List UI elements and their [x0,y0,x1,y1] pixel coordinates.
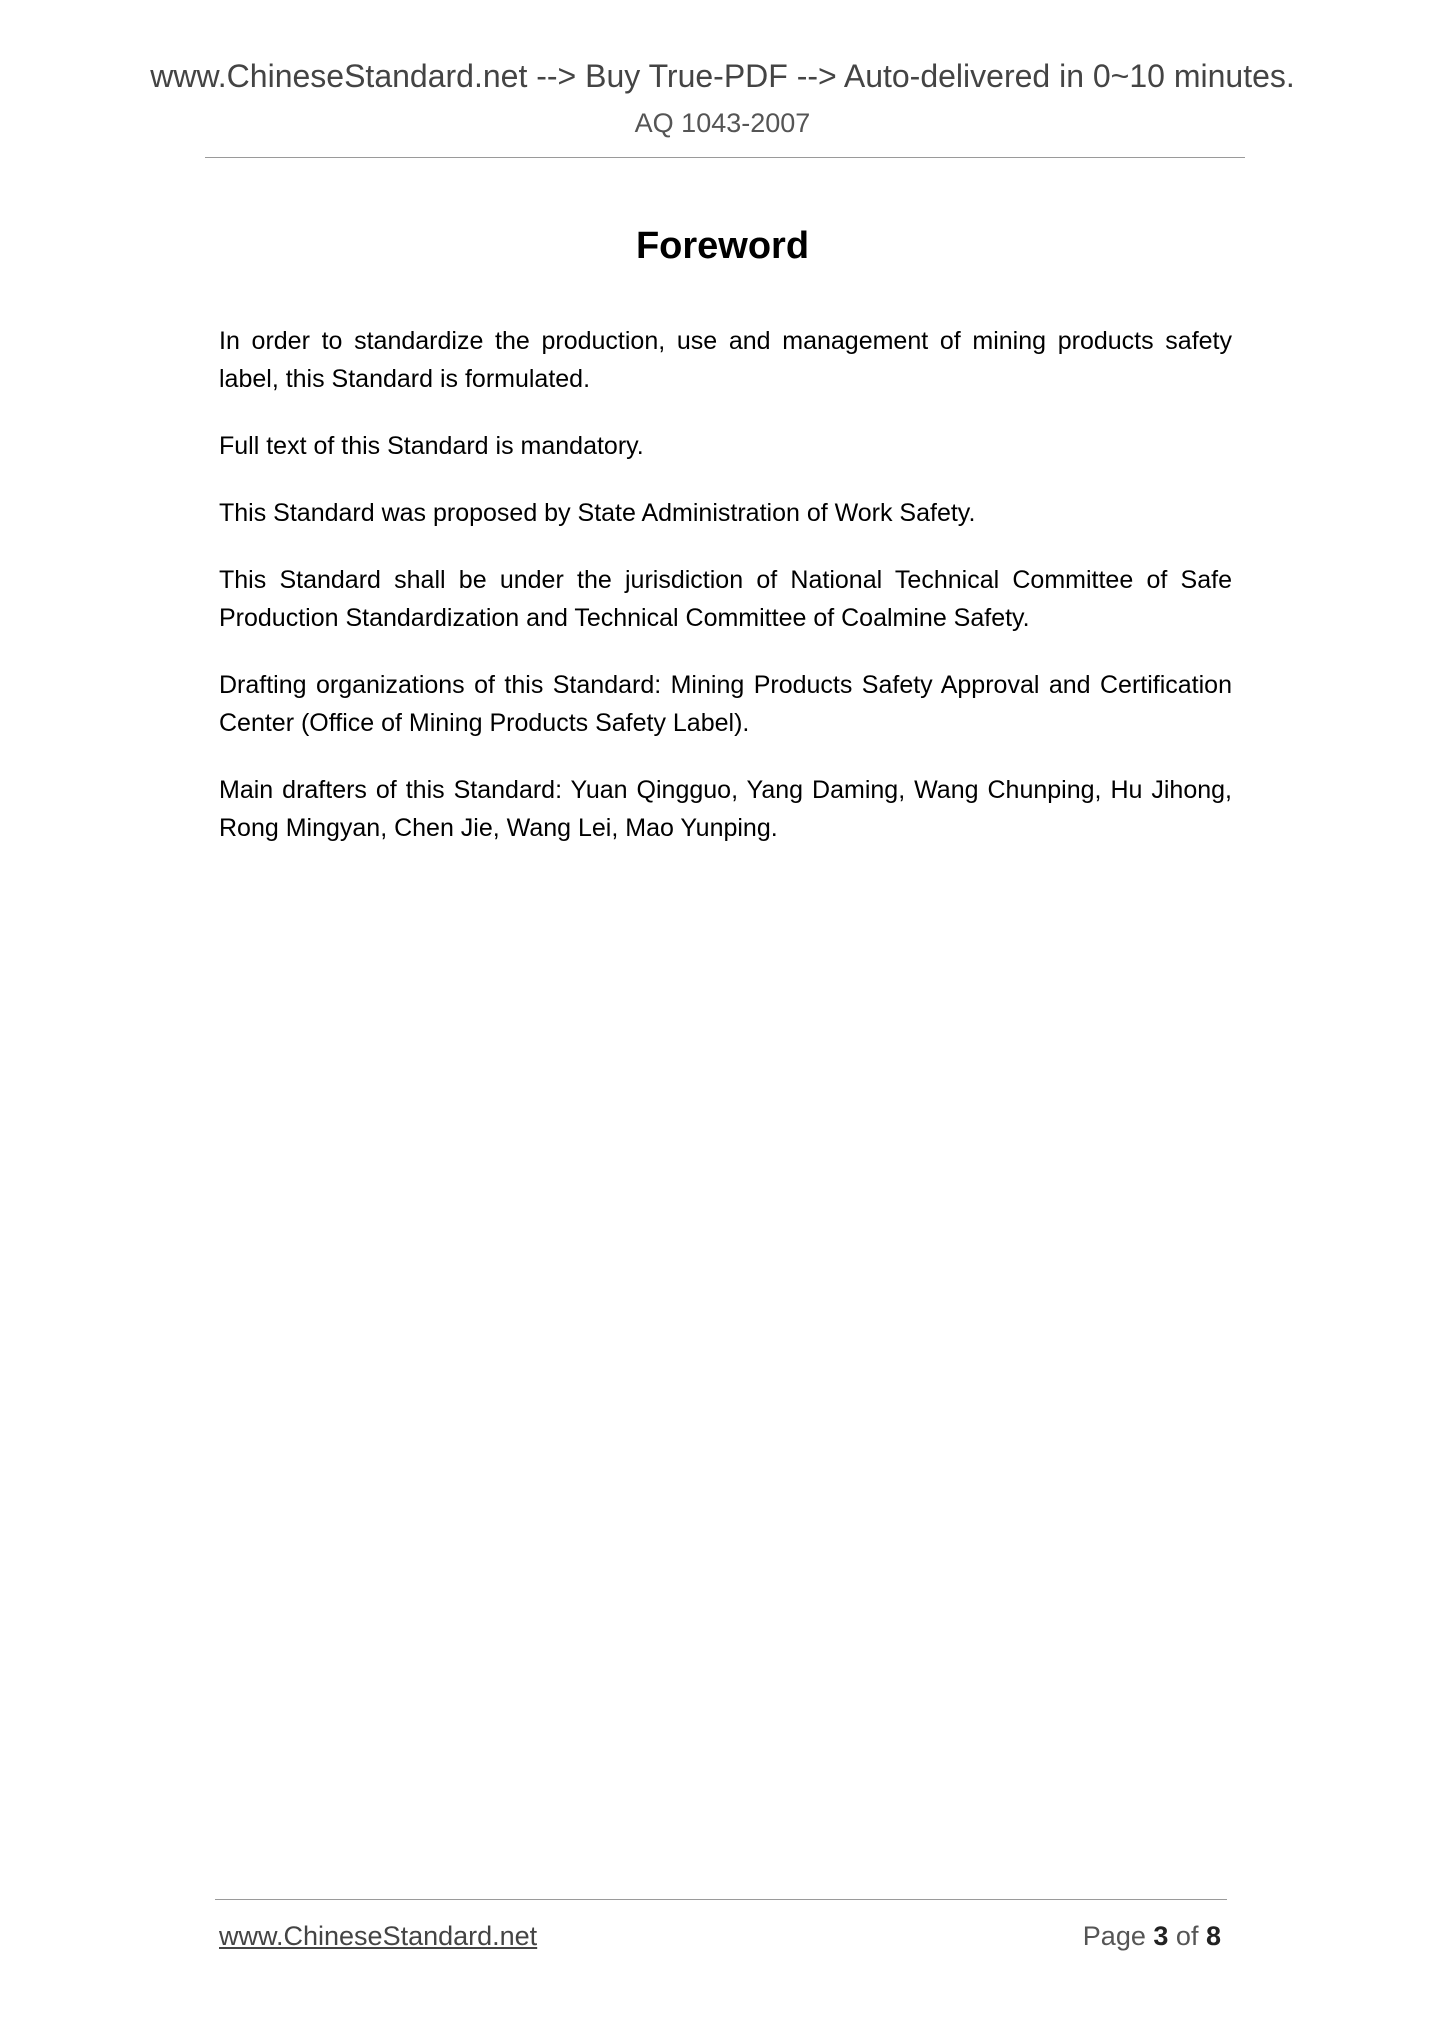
paragraph-main-drafters: Main drafters of this Standard: Yuan Qingguo, Yang Daming, Wang Chunping, Hu Jihong, Rong Mingyan, Chen Jie, Wang Lei, Mao Yunping. [219,776,1232,842]
page-current: 3 [1153,1921,1169,1951]
paragraph-proposed-by: This Standard was proposed by State Administration of Work Safety. [219,499,976,527]
page-total: 8 [1205,1921,1221,1951]
paragraph-mandatory: Full text of this Standard is mandatory. [219,432,644,460]
page-number [1083,1919,1221,1953]
paragraph-drafting-organizations: Drafting organizations of this Standard: Mining Products Safety Approval and Certification Center (Office of Mining Products Safety Label). [219,671,1232,737]
page-label: Page [1082,1921,1146,1951]
header-banner: www.ChineseStandard.net --> Buy True-PDF --> Auto-delivered in 0~10 minutes. [150,58,1295,94]
header-divider [205,157,1245,158]
paragraph-purpose: In order to standardize the production, use and management of mining products safety label, this Standard is formulated. [219,327,1232,393]
paragraph-jurisdiction: This Standard shall be under the jurisdiction of National Technical Committee of Safe Production Standardization and Technical Committee of Coalmine Safety. [219,566,1232,632]
foreword-body [219,322,1232,876]
page-title: Foreword [635,225,810,267]
footer-site-link[interactable]: www.ChineseStandard.net [219,1921,538,1951]
page-of-label: of [1175,1921,1199,1951]
standard-code: AQ 1043-2007 [634,108,811,138]
footer-divider [215,1899,1227,1900]
